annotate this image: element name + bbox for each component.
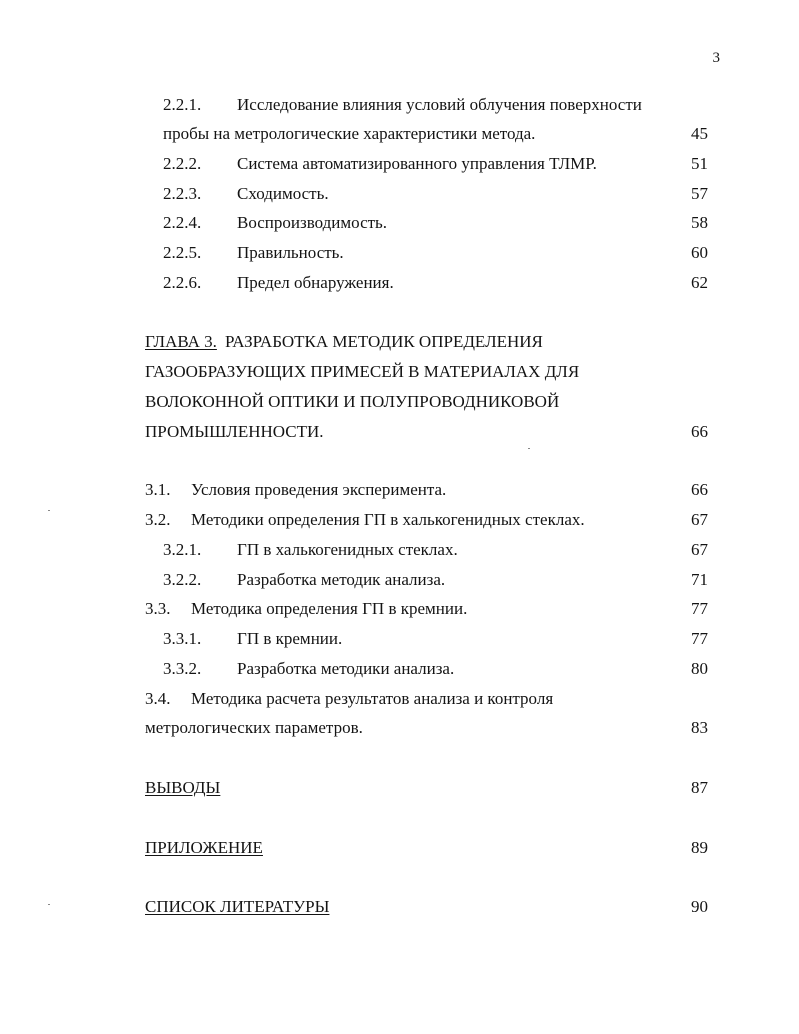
chapter-title-line-2: ГАЗООБРАЗУЮЩИХ ПРИМЕСЕЙ В МАТЕРИАЛАХ ДЛЯ (145, 362, 580, 381)
toc-entry-number: 2.2.3. (163, 184, 202, 203)
toc-entry-number: 3.2.2. (163, 570, 202, 589)
conclusions-title: ВЫВОДЫ (145, 778, 221, 797)
toc-entry-number: 2.2.4. (163, 213, 202, 232)
toc-entry-3-2-1[interactable] (0, 536, 799, 564)
toc-entry-number: 2.2.6. (163, 273, 202, 292)
toc-entry-page: 83 (691, 718, 708, 737)
toc-entry-page: 87 (691, 778, 708, 797)
toc-entry-page: 58 (691, 213, 708, 232)
toc-entry-title: Сходимость. (237, 184, 329, 203)
toc-entry-2-2-5[interactable] (0, 239, 799, 267)
toc-entry-number: 2.2.2. (163, 154, 202, 173)
toc-entry-2-2-3[interactable] (0, 180, 799, 208)
toc-entry-page: 67 (691, 540, 708, 559)
toc-entry-page: 90 (691, 897, 708, 916)
toc-entry-2-2-4[interactable] (0, 209, 799, 237)
toc-entry-number: 3.3. (145, 599, 171, 618)
toc-entry-3-1[interactable] (0, 476, 799, 504)
toc-entry-title: ГП в кремнии. (237, 629, 343, 648)
toc-entry-page: 67 (691, 510, 708, 529)
toc-chapter-3-line-4[interactable] (0, 418, 799, 446)
toc-chapter-3-line-2[interactable] (0, 358, 799, 386)
toc-entry-3-4[interactable] (0, 685, 799, 713)
toc-conclusions[interactable] (0, 774, 799, 802)
toc-entry-number: 3.2. (145, 510, 171, 529)
toc-entry-title: ГП в халькогенидных стеклах. (237, 540, 458, 559)
toc-entry-2-2-6[interactable] (0, 269, 799, 297)
toc-entry-number: 3.3.1. (163, 629, 202, 648)
toc-entry-number: 2.2.1. (163, 95, 202, 114)
toc-entry-title: Исследование влияния условий облучения поверхности (237, 95, 642, 114)
toc-entry-title: Воспроизводимость. (237, 213, 388, 232)
toc-entry-2-2-1-continued[interactable] (0, 120, 799, 148)
toc-entry-2-2-2[interactable] (0, 150, 799, 178)
chapter-title-line-4: ПРОМЫШЛЕННОСТИ. (145, 422, 324, 441)
toc-entry-page: 66 (691, 480, 708, 499)
toc-entry-page: 62 (691, 273, 708, 292)
toc-entry-number: 3.4. (145, 689, 171, 708)
toc-entry-title: Методика расчета результатов анализа и контроля (191, 689, 554, 708)
toc-entry-page: 57 (691, 184, 708, 203)
toc-entry-3-2[interactable] (0, 506, 799, 534)
toc-entry-title-continued: пробы на метрологические характеристики метода. (163, 124, 536, 143)
page-number: 3 (712, 50, 720, 66)
toc-entry-3-4-continued[interactable] (0, 714, 799, 742)
toc-entry-title: Правильность. (237, 243, 344, 262)
toc-entry-page: 51 (691, 154, 708, 173)
toc-entry-3-2-2[interactable] (0, 566, 799, 594)
toc-chapter-3-line-3[interactable] (0, 388, 799, 416)
toc-entry-page: 66 (691, 422, 708, 441)
references-title: СПИСОК ЛИТЕРАТУРЫ (145, 897, 330, 916)
toc-entry-number: 3.1. (145, 480, 171, 499)
toc-entry-page: 45 (691, 124, 708, 143)
toc-entry-3-3[interactable] (0, 595, 799, 623)
scan-speck (48, 904, 50, 905)
toc-chapter-3[interactable] (0, 328, 799, 356)
chapter-title-line-3: ВОЛОКОННОЙ ОПТИКИ И ПОЛУПРОВОДНИКОВОЙ (145, 392, 560, 411)
toc-appendix[interactable] (0, 834, 799, 862)
toc-entry-title-continued: метрологических параметров. (145, 718, 363, 737)
toc-entry-page: 71 (691, 570, 708, 589)
toc-entry-title: Методики определения ГП в халькогенидных стеклах. (191, 510, 585, 529)
toc-entry-title: Разработка методики анализа. (237, 659, 455, 678)
toc-entry-number: 3.2.1. (163, 540, 202, 559)
toc-entry-page: 77 (691, 599, 708, 618)
appendix-title: ПРИЛОЖЕНИЕ (145, 838, 263, 857)
toc-entry-page: 80 (691, 659, 708, 678)
toc-entry-3-3-1[interactable] (0, 625, 799, 653)
toc-entry-2-2-1[interactable] (0, 91, 799, 119)
toc-entry-page: 89 (691, 838, 708, 857)
toc-entry-title: Условия проведения эксперимента. (191, 480, 447, 499)
toc-entry-number: 3.3.2. (163, 659, 202, 678)
toc-references[interactable] (0, 893, 799, 921)
toc-entry-title: Разработка методик анализа. (237, 570, 446, 589)
scan-speck (528, 448, 530, 449)
toc-entry-title: Методика определения ГП в кремнии. (191, 599, 468, 618)
toc-entry-title: Система автоматизированного управления ТЛМР. (237, 154, 597, 173)
chapter-label: ГЛАВА 3. (145, 332, 217, 351)
toc-entry-page: 77 (691, 629, 708, 648)
toc-entry-number: 2.2.5. (163, 243, 202, 262)
toc-entry-title: Предел обнаружения. (237, 273, 394, 292)
toc-entry-page: 60 (691, 243, 708, 262)
chapter-title-line-1: РАЗРАБОТКА МЕТОДИК ОПРЕДЕЛЕНИЯ (225, 332, 543, 351)
scan-speck (48, 510, 50, 511)
toc-entry-3-3-2[interactable] (0, 655, 799, 683)
